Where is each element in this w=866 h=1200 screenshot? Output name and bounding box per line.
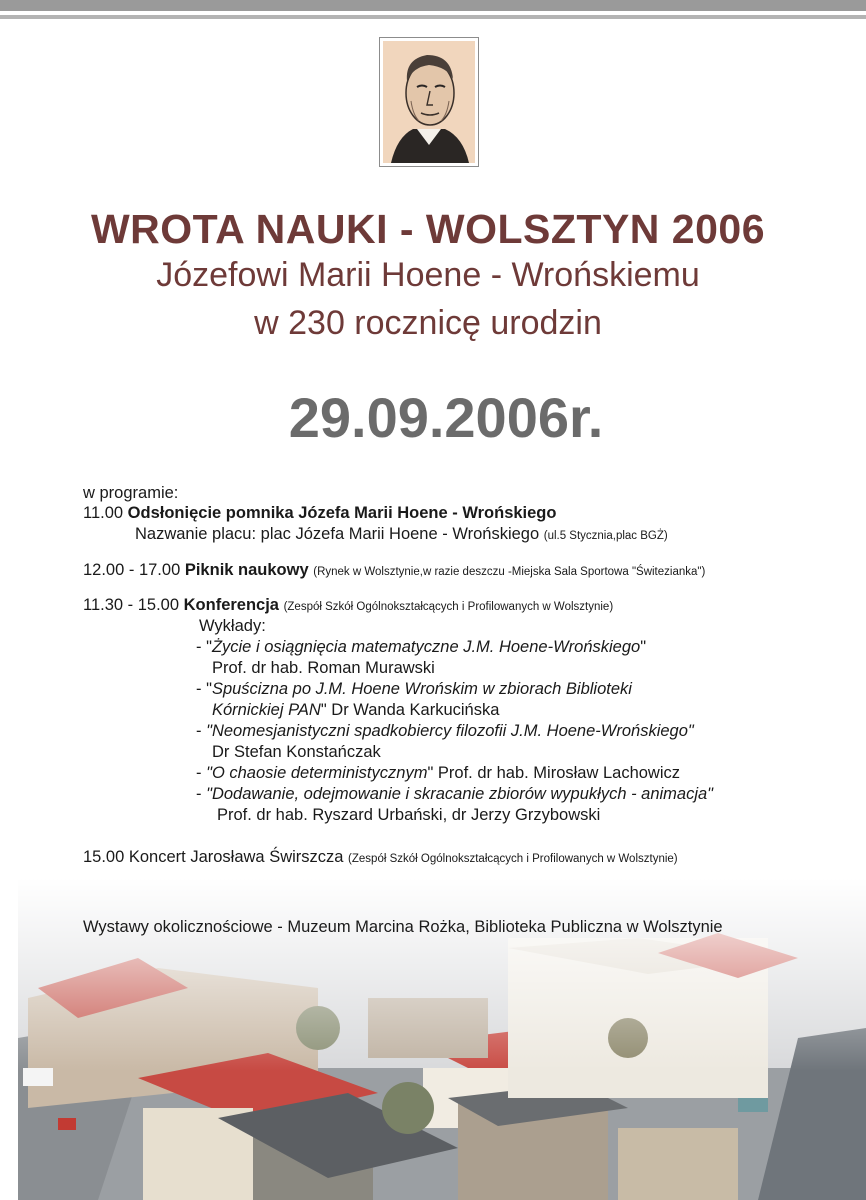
item-note: (Zespół Szkół Ogólnokształcących i Profilowanych w Wolsztynie)	[348, 853, 678, 865]
lectures-label: Wykłady:	[199, 617, 266, 635]
lecture-title-text: "O chaosie deterministycznym	[206, 764, 428, 782]
lecture-3-title: - "Neomesjanistyczni spadkobiercy filozofii J.M. Hoene-Wrońskiego"	[196, 722, 694, 740]
top-bar	[0, 0, 866, 11]
lecture-2-title-cont: Kórnickiej PAN" Dr Wanda Karkucińska	[212, 701, 500, 719]
item-note: (Rynek w Wolsztynie,w razie deszczu -Miejska Sala Sportowa "Świtezianka")	[313, 566, 706, 578]
subtitle-dedication: Józefowi Marii Hoene - Wrońskiemu	[156, 256, 700, 294]
item-text: 15.00 Koncert Jarosława Świrszcza	[83, 848, 344, 866]
program-item-conference	[83, 595, 613, 618]
item-note: (Zespół Szkół Ogólnokształcących i Profilowanych w Wolsztynie)	[283, 601, 614, 613]
lecture-1-author: Prof. dr hab. Roman Murawski	[212, 659, 435, 677]
program-item-unveiling	[83, 503, 556, 524]
program-item-naming	[135, 524, 668, 547]
lecture-title-text: "Neomesjanistyczni spadkobiercy filozofii J.M. Hoene-Wrońskiego"	[206, 722, 694, 740]
lecture-title-text: Kórnickiej PAN	[212, 701, 321, 719]
lecture-2-title: - "Spuścizna po J.M. Hoene Wrońskim w zbiorach Biblioteki	[196, 680, 632, 698]
lecture-5-title: - "Dodawanie, odejmowanie i skracanie zbiorów wypukłych - animacja"	[196, 785, 714, 803]
lecture-title-text: "Dodawanie, odejmowanie i skracanie zbiorów wypukłych - animacja"	[206, 785, 714, 803]
lecture-1-title: - "Życie i osiągnięcia matematyczne J.M. Hoene-Wrońskiego"	[196, 638, 647, 656]
program-item-concert-swirszcz	[83, 847, 678, 870]
item-title: Odsłonięcie pomnika Józefa Marii Hoene - Wrońskiego	[127, 504, 557, 522]
naming-note: (ul.5 Stycznia,plac BGŻ)	[543, 530, 668, 542]
portrait-image	[379, 37, 479, 167]
lecture-3-author: Dr Stefan Konstańczak	[212, 743, 381, 761]
page-title: WROTA NAUKI - WOLSZTYN 2006	[90, 206, 766, 252]
subtitle-anniversary: w 230 rocznicę urodzin	[254, 304, 602, 342]
lecture-title-text: Życie i osiągnięcia matematyczne J.M. Hoene-Wrońskiego	[211, 638, 641, 656]
program-item-exhibitions: Wystawy okolicznościowe - Muzeum Marcina Rożka, Biblioteka Publiczna w Wolsztynie	[83, 918, 723, 936]
item-title: Piknik naukowy	[184, 561, 309, 579]
item-time: 11.30 - 15.00	[83, 596, 180, 614]
lecture-5-author: Prof. dr hab. Ryszard Urbański, dr Jerzy Grzybowski	[217, 806, 601, 824]
naming-text: Nazwanie placu: plac Józefa Marii Hoene - Wrońskiego	[135, 525, 540, 543]
lecture-4-title: - "O chaosie deterministycznym" Prof. dr hab. Mirosław Lachowicz	[196, 764, 681, 782]
lecture-author: Prof. dr hab. Mirosław Lachowicz	[437, 764, 681, 782]
item-title: Konferencja	[183, 596, 279, 614]
item-time: 11.00	[83, 504, 124, 522]
program-intro: w programie:	[83, 484, 179, 502]
portrait-drawing	[383, 41, 475, 163]
item-time: 12.00 - 17.00	[83, 561, 181, 579]
top-bar-thin	[0, 15, 866, 19]
event-date: 29.09.2006r.	[288, 386, 604, 449]
lecture-title-text: Spuścizna po J.M. Hoene Wrońskim w zbiorach Biblioteki	[211, 680, 632, 698]
program-item-picnic	[83, 560, 705, 583]
lecture-author: Dr Wanda Karkucińska	[331, 701, 500, 719]
